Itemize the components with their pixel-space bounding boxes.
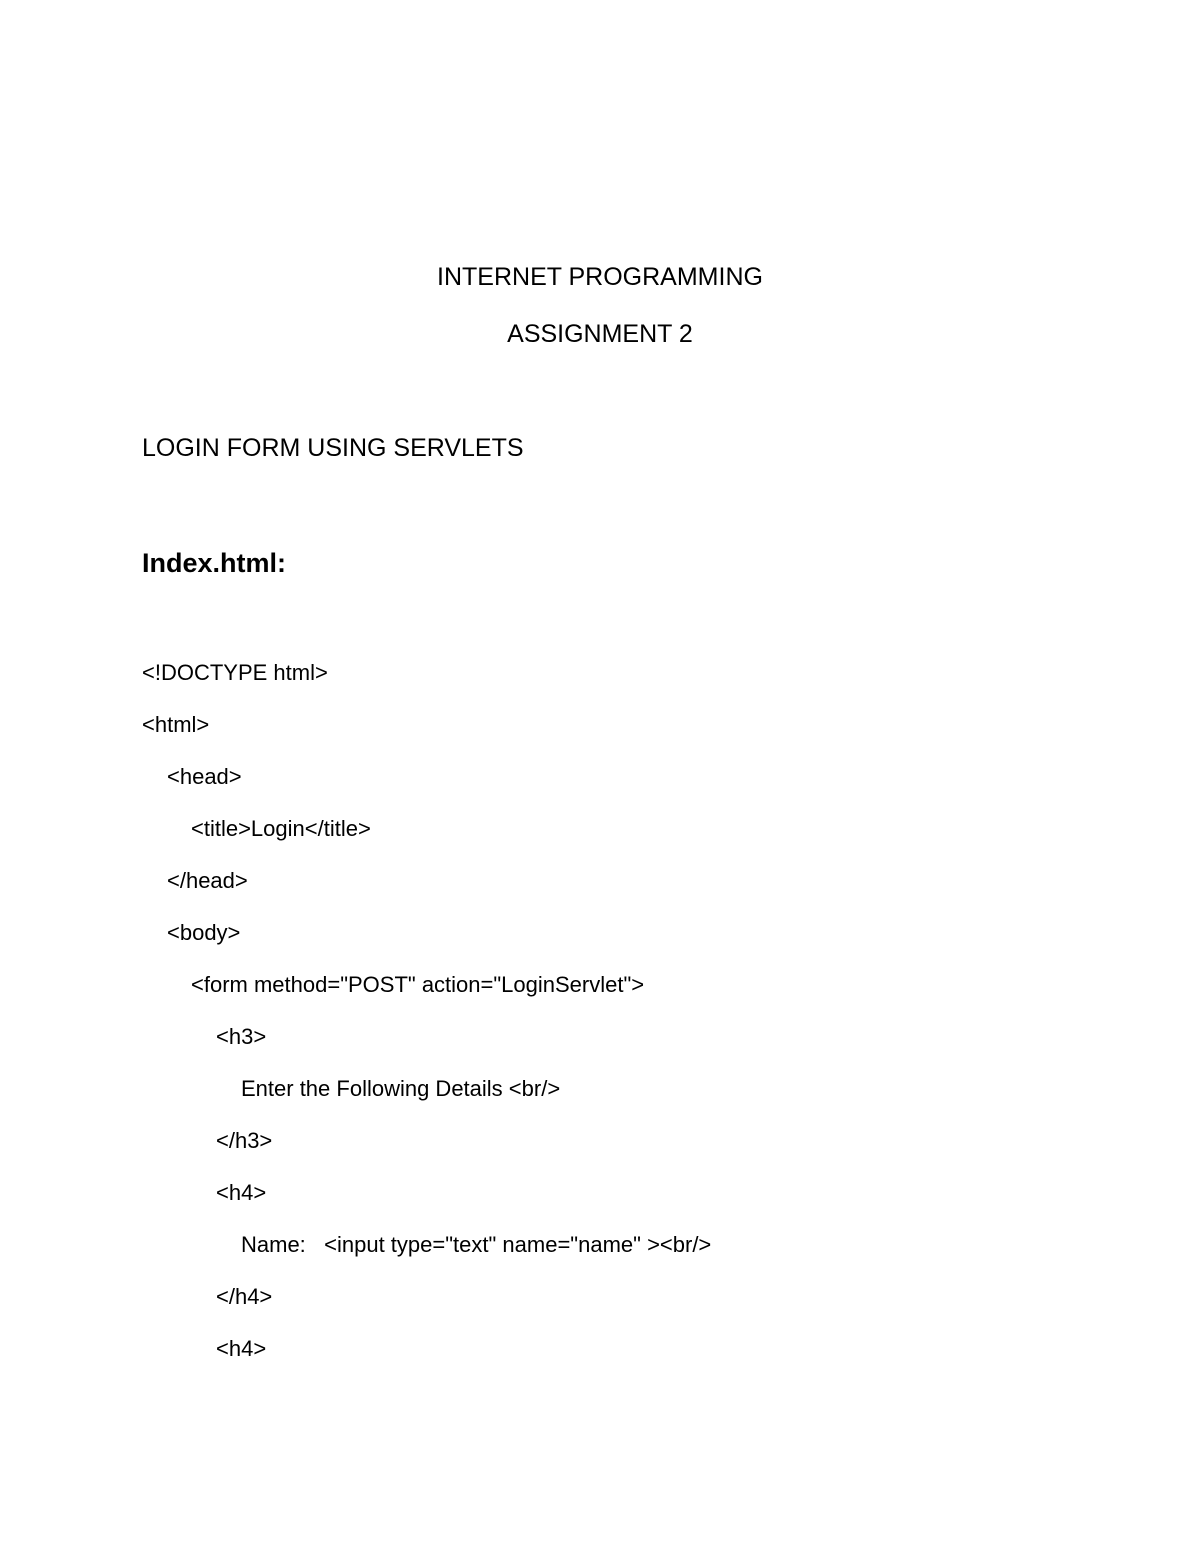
code-line: <form method="POST" action="LoginServlet"> <box>191 972 645 997</box>
code-line: </h3> <box>216 1128 273 1153</box>
code-line: <head> <box>167 764 242 789</box>
file-heading: Index.html: <box>142 548 287 578</box>
code-line: Enter the Following Details <br/> <box>241 1076 561 1101</box>
document-title: INTERNET PROGRAMMING <box>437 263 763 291</box>
code-line: Name: <input type="text" name="name" ><br/> <box>241 1232 712 1257</box>
code-line: </h4> <box>216 1284 273 1309</box>
code-line: <h4> <box>216 1180 267 1205</box>
code-line: <html> <box>142 712 210 737</box>
code-line: <title>Login</title> <box>191 816 371 841</box>
code-line: <h3> <box>216 1024 267 1049</box>
section-heading: LOGIN FORM USING SERVLETS <box>142 434 524 462</box>
code-line: <!DOCTYPE html> <box>142 660 328 685</box>
code-line: </head> <box>167 868 248 893</box>
code-line: <body> <box>167 920 241 945</box>
assignment-title: ASSIGNMENT 2 <box>507 320 693 348</box>
code-line: <h4> <box>216 1336 267 1361</box>
